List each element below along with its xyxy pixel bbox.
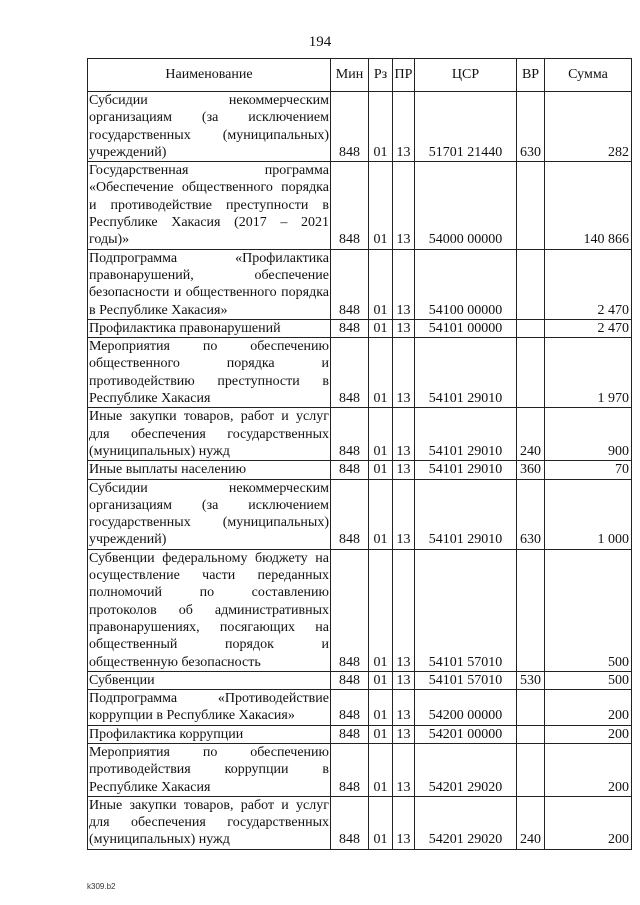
row-sum: 500 <box>545 549 632 671</box>
row-min: 848 <box>331 249 369 319</box>
row-vr: 630 <box>517 92 545 162</box>
row-rz: 01 <box>369 690 393 726</box>
row-sum: 900 <box>545 408 632 461</box>
table-row <box>88 162 632 249</box>
row-csr: 54100 00000 <box>415 249 517 319</box>
row-sum: 200 <box>545 725 632 743</box>
row-name: Государственная программа «Обеспечение общественного порядка и противодействие преступности в Республике Хакасия (2017 – 2021 годы)» <box>89 163 329 248</box>
table-row <box>88 725 632 743</box>
row-csr: 54101 29010 <box>415 338 517 408</box>
row-vr <box>517 319 545 337</box>
row-csr: 54201 00000 <box>415 725 517 743</box>
row-pr: 13 <box>393 249 415 319</box>
row-min: 848 <box>331 408 369 461</box>
row-pr: 13 <box>393 549 415 671</box>
header-rz: Рз <box>369 59 393 92</box>
row-sum: 70 <box>545 461 632 479</box>
table-row <box>88 671 632 689</box>
header-sum: Сумма <box>545 59 632 92</box>
table-row <box>88 338 632 408</box>
header-vr: ВР <box>517 59 545 92</box>
row-rz: 01 <box>369 671 393 689</box>
row-rz: 01 <box>369 725 393 743</box>
row-csr: 54101 29010 <box>415 408 517 461</box>
row-rz: 01 <box>369 162 393 249</box>
row-csr: 51701 21440 <box>415 92 517 162</box>
row-name: Субвенции федеральному бюджету на осуществление части переданных полномочий по составлению протоколов об административных правонарушениях, посягающих на общественный порядок и общественную безопасность <box>89 550 329 670</box>
row-sum: 1 000 <box>545 479 632 549</box>
table-row <box>88 408 632 461</box>
row-csr: 54101 57010 <box>415 671 517 689</box>
row-min: 848 <box>331 461 369 479</box>
row-name: Подпрограмма «Профилактика правонарушений, обеспечение безопасности и общественного порядка в Республике Хакасия» <box>89 250 329 318</box>
row-vr <box>517 743 545 796</box>
row-sum: 200 <box>545 690 632 726</box>
row-rz: 01 <box>369 743 393 796</box>
row-name: Профилактика правонарушений <box>88 319 331 337</box>
row-vr: 530 <box>517 671 545 689</box>
table-row <box>88 319 632 337</box>
header-min: Мин <box>331 59 369 92</box>
row-pr: 13 <box>393 319 415 337</box>
row-sum: 2 470 <box>545 249 632 319</box>
row-rz: 01 <box>369 319 393 337</box>
table-row <box>88 249 632 319</box>
header-csr: ЦСР <box>415 59 517 92</box>
row-vr: 240 <box>517 796 545 849</box>
table-header-row <box>88 59 632 92</box>
row-pr: 13 <box>393 338 415 408</box>
row-name: Мероприятия по обеспечению противодействия коррупции в Республике Хакасия <box>89 744 329 795</box>
row-sum: 500 <box>545 671 632 689</box>
row-name: Субсидии некоммерческим организациям (за исключением государственных (муниципальных) учреждений) <box>89 480 329 548</box>
row-vr <box>517 338 545 408</box>
row-min: 848 <box>331 162 369 249</box>
row-name: Мероприятия по обеспечению общественного порядка и противодействию преступности в Республике Хакасия <box>89 339 329 407</box>
table-row <box>88 549 632 671</box>
row-min: 848 <box>331 479 369 549</box>
footer-code: k309.b2 <box>87 882 116 891</box>
row-pr: 13 <box>393 408 415 461</box>
row-name: Подпрограмма «Противодействие коррупции в Республике Хакасия» <box>89 691 329 724</box>
row-csr: 54101 57010 <box>415 549 517 671</box>
row-name: Иные выплаты населению <box>88 461 331 479</box>
row-sum: 200 <box>545 796 632 849</box>
row-vr <box>517 249 545 319</box>
row-rz: 01 <box>369 549 393 671</box>
row-sum: 2 470 <box>545 319 632 337</box>
row-rz: 01 <box>369 408 393 461</box>
row-pr: 13 <box>393 690 415 726</box>
row-name: Иные закупки товаров, работ и услуг для обеспечения государственных (муниципальных) нужд <box>89 409 329 459</box>
row-min: 848 <box>331 549 369 671</box>
row-rz: 01 <box>369 479 393 549</box>
row-name: Профилактика коррупции <box>88 725 331 743</box>
row-min: 848 <box>331 690 369 726</box>
row-min: 848 <box>331 319 369 337</box>
row-vr: 360 <box>517 461 545 479</box>
row-pr: 13 <box>393 796 415 849</box>
row-sum: 282 <box>545 92 632 162</box>
row-sum: 1 970 <box>545 338 632 408</box>
table-row <box>88 743 632 796</box>
row-sum: 200 <box>545 743 632 796</box>
row-rz: 01 <box>369 796 393 849</box>
table-row <box>88 461 632 479</box>
row-min: 848 <box>331 338 369 408</box>
row-rz: 01 <box>369 338 393 408</box>
row-sum: 140 866 <box>545 162 632 249</box>
row-vr <box>517 549 545 671</box>
row-pr: 13 <box>393 92 415 162</box>
row-rz: 01 <box>369 461 393 479</box>
header-name: Наименование <box>88 59 331 92</box>
row-pr: 13 <box>393 743 415 796</box>
row-vr <box>517 690 545 726</box>
row-pr: 13 <box>393 671 415 689</box>
row-min: 848 <box>331 796 369 849</box>
row-csr: 54101 29010 <box>415 461 517 479</box>
table-row <box>88 690 632 726</box>
row-name: Субсидии некоммерческим организациям (за исключением государственных (муниципальных) учреждений) <box>89 93 329 160</box>
row-csr: 54200 00000 <box>415 690 517 726</box>
row-csr: 54101 29010 <box>415 479 517 549</box>
row-pr: 13 <box>393 162 415 249</box>
row-name: Субвенции <box>88 671 331 689</box>
row-csr: 54201 29020 <box>415 743 517 796</box>
row-vr: 240 <box>517 408 545 461</box>
row-min: 848 <box>331 743 369 796</box>
row-min: 848 <box>331 671 369 689</box>
row-vr <box>517 725 545 743</box>
row-csr: 54201 29020 <box>415 796 517 849</box>
table-row <box>88 479 632 549</box>
row-pr: 13 <box>393 461 415 479</box>
page-number: 194 <box>308 34 332 50</box>
row-min: 848 <box>331 725 369 743</box>
row-csr: 54000 00000 <box>415 162 517 249</box>
row-pr: 13 <box>393 725 415 743</box>
row-rz: 01 <box>369 249 393 319</box>
row-name: Иные закупки товаров, работ и услуг для обеспечения государственных (муниципальных) нужд <box>89 797 329 848</box>
row-pr: 13 <box>393 479 415 549</box>
table-row <box>88 92 632 162</box>
row-vr: 630 <box>517 479 545 549</box>
row-csr: 54101 00000 <box>415 319 517 337</box>
table-row <box>88 796 632 849</box>
header-pr: ПР <box>393 59 415 92</box>
budget-table <box>87 58 632 850</box>
row-min: 848 <box>331 92 369 162</box>
row-vr <box>517 162 545 249</box>
row-rz: 01 <box>369 92 393 162</box>
